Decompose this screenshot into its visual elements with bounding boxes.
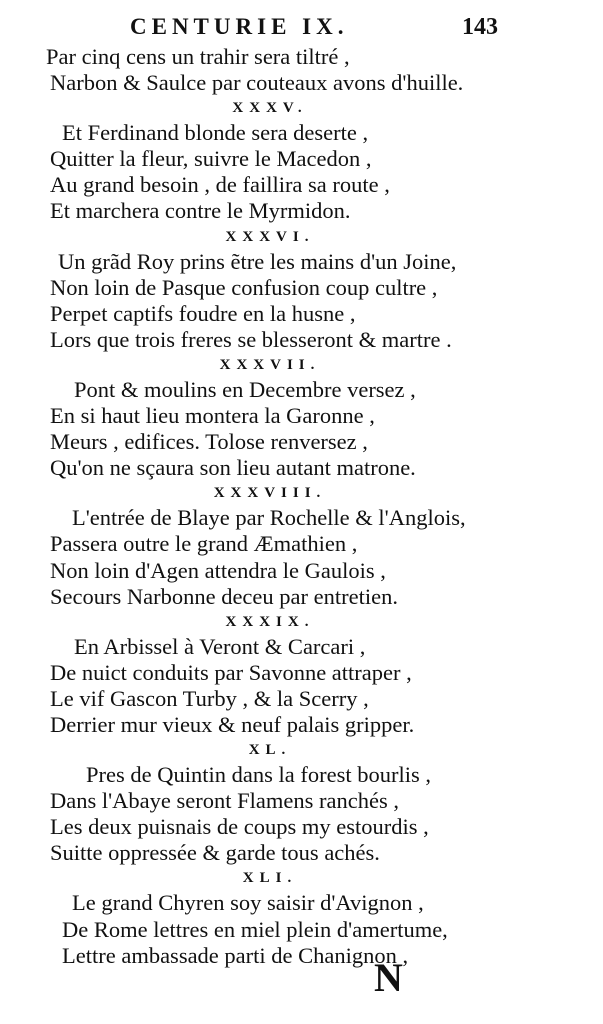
verse-line: Par cinq cens un trahir sera tiltré ,	[46, 44, 350, 69]
verse-line: Un grãd Roy prins ẽtre les mains d'un Joine,	[58, 248, 457, 274]
verse-line: Dans l'Abaye seront Flamens ranchés ,	[50, 788, 399, 814]
quatrain-number: XXXV.	[232, 100, 308, 117]
quatrain-number: XXXVII.	[219, 356, 321, 373]
quatrain-number: XXXIX.	[225, 613, 315, 630]
verse-line: Et Ferdinand blonde sera deserte ,	[62, 120, 369, 146]
verse-line: De nuict conduits par Savonne attraper ,	[50, 659, 412, 685]
quatrain-number: XXXVI.	[225, 228, 315, 245]
verse-line: Derrier mur vieux & neuf palais gripper.	[50, 711, 415, 737]
running-head: CENTURIE IX.	[130, 14, 349, 39]
verse-line: Les deux puisnais de coups my estourdis ,	[50, 814, 429, 840]
quatrain-text	[0, 44, 603, 969]
catchword: N	[374, 955, 403, 1000]
verse-line: En Arbissel à Veront & Carcari ,	[74, 633, 366, 659]
verse-line: Secours Narbonne deceu par entretien.	[50, 583, 398, 609]
page-header	[0, 14, 603, 48]
verse-line: Pres de Quintin dans la forest bourlis ,	[86, 762, 431, 788]
verse-line: Et marchera contre le Myrmidon.	[50, 198, 351, 224]
page-number: 143	[462, 14, 498, 40]
verse-line: Lettre ambassade parti de Chanignon ,	[62, 942, 409, 968]
verse-line: Perpet captifs foudre en la husne ,	[50, 300, 356, 326]
verse-line: Quitter la fleur, suivre le Macedon ,	[50, 146, 372, 172]
verse-line: Lors que trois freres se blesseront & martre .	[50, 326, 452, 352]
verse-line: Le vif Gascon Turby , & la Scerry ,	[50, 685, 369, 711]
verse-line: Au grand besoin , de faillira sa route ,	[50, 172, 390, 198]
quatrain-number: XXXVIII.	[213, 485, 327, 502]
verse-line: Le grand Chyren soy saisir d'Avignon ,	[72, 890, 424, 916]
quatrain-number: XL.	[248, 742, 292, 759]
verse-line: Narbon & Saulce par couteaux avons d'huille.	[50, 70, 464, 96]
verse-line: Meurs , edifices. Tolose renversez ,	[50, 429, 368, 455]
quatrain-number: XLI.	[242, 870, 298, 887]
verse-line: En si haut lieu montera la Garonne ,	[50, 403, 375, 429]
verse-line: Non loin de Pasque confusion coup cultre ,	[50, 274, 438, 300]
verse-line: Pont & moulins en Decembre versez ,	[74, 376, 416, 402]
verse-line: Qu'on ne sçaura son lieu autant matrone.	[50, 455, 416, 481]
verse-line: Non loin d'Agen attendra le Gaulois ,	[50, 557, 386, 583]
verse-line: L'entrée de Blaye par Rochelle & l'Anglois,	[72, 505, 466, 531]
verse-line: Suitte oppressée & garde tous achés.	[50, 840, 380, 866]
verse-line: Passera outre le grand Æmathien ,	[50, 531, 358, 557]
verse-line: De Rome lettres en miel plein d'amertume,	[62, 916, 448, 942]
